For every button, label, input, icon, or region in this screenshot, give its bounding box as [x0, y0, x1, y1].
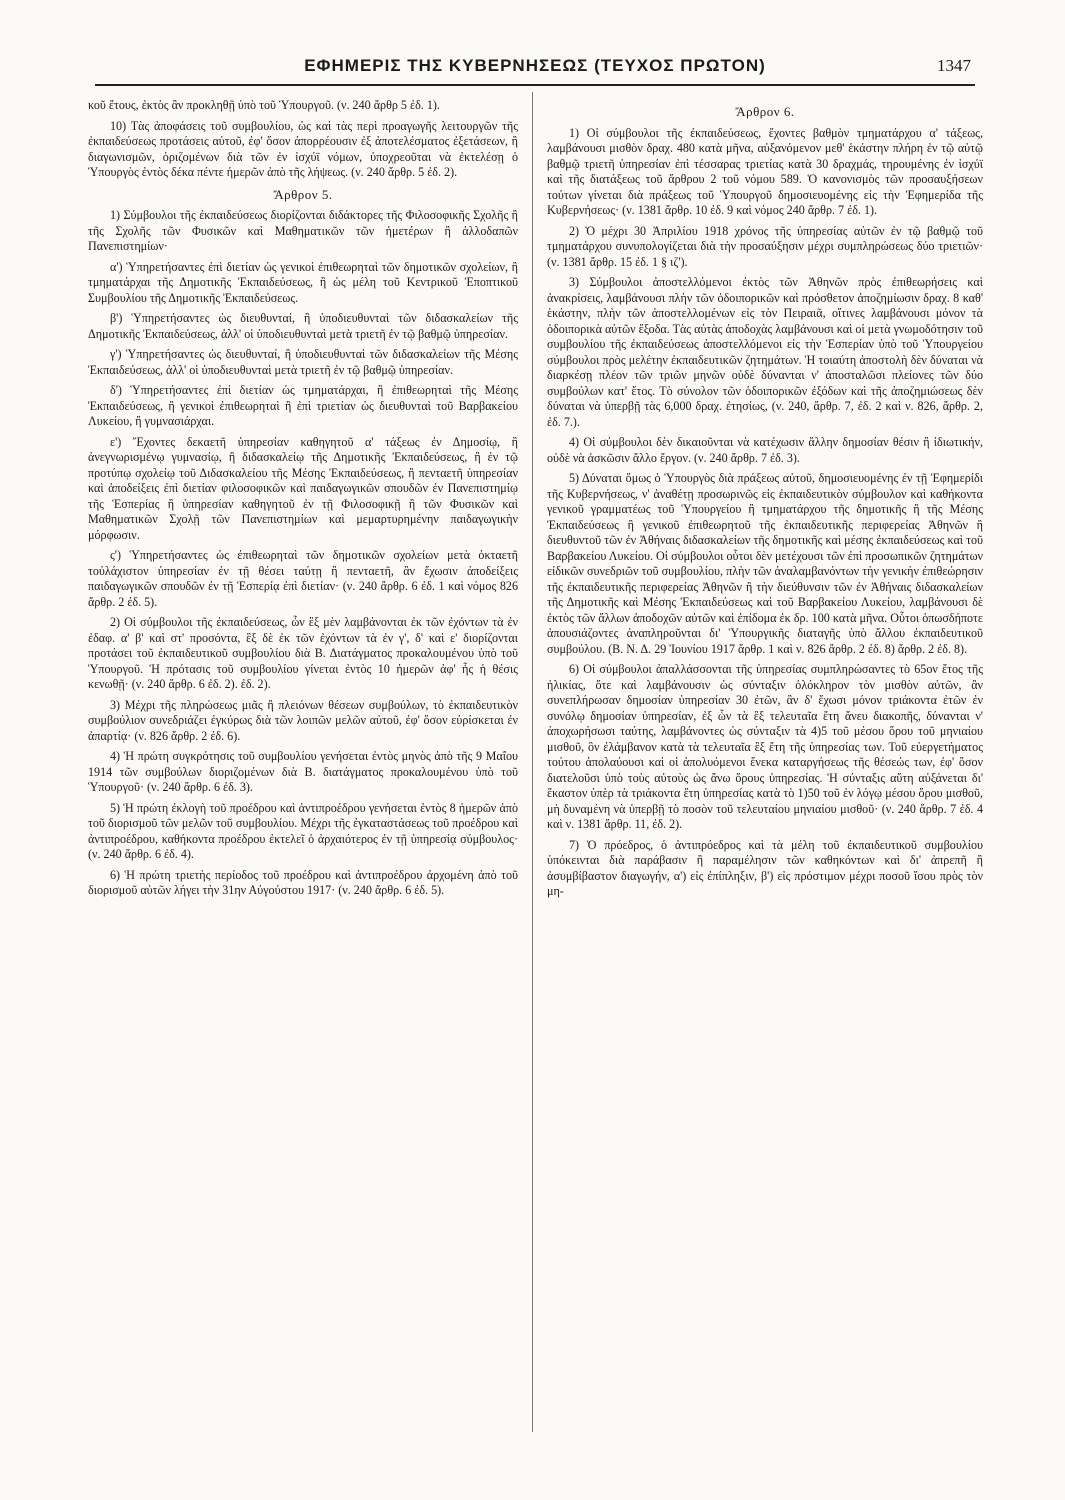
- paragraph-10: 10) Τὰς ἀποφάσεις τοῦ συμβουλίου, ὡς καὶ τὰς περὶ προαγωγῆς λειτουργῶν τῆς ἐκπαιδεύσεως προτάσεις αὐτοῦ, ἐφ' ὅσον ἀπορρέουσιν ἐξ ἀποτελέσματος ἐξετάσεων, ἢ διαγωνισμῶν, ὁριζομένων διὰ τῶν ἐν ἰσχύϊ νόμων, ὑποχρεοῦται νὰ ἐκτελέσῃ ὁ Ὑπουργὸς ἐντὸς δέκα πέντε ἡμερῶν ἀπὸ τῆς λήψεως. (ν. 240 ἄρθρ. 5 ἐδ. 2).: [88, 118, 518, 179]
- article-5-paragraph-1: 1) Σύμβουλοι τῆς ἐκπαιδεύσεως διορίζονται διδάκτορες τῆς Φιλοσοφικῆς Σχολῆς ἢ τῆς Σχολῆς τῶν Φυσικῶν καὶ Μαθηματικῶν τῶν ἡμετέρων ἢ ἀλλοδαπῶν Πανεπιστημίων·: [88, 208, 518, 253]
- page-number: 1347: [937, 56, 971, 75]
- article-5-item-a: α') Ὑπηρετήσαντες ἐπὶ διετίαν ὡς γενικοὶ ἐπιθεωρηταὶ τῶν δημοτικῶν σχολείων, ἢ τμηματάρχαι τῆς Δημοτικῆς Ἐκπαιδεύσεως, ἢ ὡς μέλη τοῦ Κεντρικοῦ Ἐποπτικοῦ Συμβουλίου τῆς Δημοτικῆς Ἐκπαιδεύσεως.: [88, 259, 518, 305]
- article-6-paragraph-3: 3) Σύμβουλοι ἀποστελλόμενοι ἐκτὸς τῶν Ἀθηνῶν πρὸς ἐπιθεωρήσεις καὶ ἀνακρίσεις, λαμβάνουσι πλὴν τῶν ὁδοιπορικῶν καὶ πρόσθετον ἀποζημίωσιν δραχ. 8 καθ' ἑκάστην, πλὴν τῶν ἀποστελλομένων εἰς τὸν Πειραιᾶ, οἵτινες λαμβάνουσι μόνον τὰ ὁδοιπορικὰ αὐτῶν ἔξοδα. Τὰς αὐτὰς ἀποδοχὰς λαμβάνουσι καὶ οἱ μετὰ γνωμοδότησιν τοῦ συμβουλίου τῆς ἐκπαιδεύσεως ἀποστελλόμενοι εἰς τὴν Ἑσπερίαν ὑπὸ τοῦ Ὑπουργείου σύμβουλοι πρὸς μελέτην ἐκπαιδευτικῶν ζητημάτων. Ἡ τοιαύτη ἀποστολὴ δὲν δύναται νὰ διαρκέσῃ πλέον τῶν τριῶν μηνῶν οὐδὲ δύνανται ν' ἀποσταλῶσι πλείονες τῶν δύο συμβούλων κατ' ἔτος. Τὸ σύνολον τῶν ὁδοιπορικῶν ἐξόδων καὶ τῆς ἀποζημιώσεως δὲν δύναται νὰ ὑπερβῇ τὰς 6,000 δραχ. ἐτησίως, (ν. 240, ἄρθρ. 7, ἐδ. 2 καὶ ν. 826, ἄρθρ. 2, ἐδ. 7.).: [547, 275, 983, 429]
- article-5-item-b: β') Ὑπηρετήσαντες ὡς διευθυνταί, ἢ ὑποδιευθυνταὶ τῶν διδασκαλείων τῆς Δημοτικῆς Ἐκπαιδεύσεως, ἀλλ' οἱ ὑποδιευθυνταὶ μετὰ τριετῆ ἐν τῷ βαθμῷ ὑπηρεσίαν.: [88, 311, 518, 341]
- article-6-paragraph-7: 7) Ὁ πρόεδρος, ὁ ἀντιπρόεδρος καὶ τὰ μέλη τοῦ ἐκπαιδευτικοῦ συμβουλίου ὑπόκεινται διὰ παράβασιν ἢ παραμέλησιν τῶν καθηκόντων καὶ δι' ἀπρεπῆ ἢ ἀσυμβίβαστον διαγωγήν, α') εἰς ἐπίπληξιν, β') εἰς πρόστιμον μέχρι ποσοῦ ἴσου πρὸς τὸν μη-: [547, 837, 983, 898]
- article-6-paragraph-2: 2) Ὁ μέχρι 30 Ἀπριλίου 1918 χρόνος τῆς ὑπηρεσίας αὐτῶν ἐν τῷ βαθμῷ τοῦ τμηματάρχου συνυπολογίζεται διὰ τὴν προσαύξησιν μέχρι συμπληρώσεως δύο τριετιῶν· (ν. 1381 ἄρθρ. 15 ἐδ. 1 § ιζ').: [547, 223, 983, 269]
- article-5-paragraph-2: 2) Οἱ σύμβουλοι τῆς ἐκπαιδεύσεως, ὧν ἓξ μὲν λαμβάνονται ἐκ τῶν ἐχόντων τὰ ἐν ἐδαφ. α' β' καὶ στ' προσόντα, ἓξ δὲ ἐκ τῶν ἐχόντων τὰ ἐν γ', δ' καὶ ε' διορίζονται προτάσει τοῦ ἐκπαιδευτικοῦ συμβουλίου διὰ Β. Διατάγματος προκαλουμένου ὑπὸ τοῦ Ὑπουργοῦ. Ἡ πρότασις τοῦ συμβουλίου γίνεται ἐντὸς 10 ἡμερῶν ἀφ' ἧς ἡ θέσις κενωθῇ· (ν. 240 ἄρθρ. 6 ἐδ. 2). ἐδ. 2).: [88, 615, 518, 691]
- article-6-paragraph-6: 6) Οἱ σύμβουλοι ἀπαλλάσσονται τῆς ὑπηρεσίας συμπληρώσαντες τὸ 65ον ἔτος τῆς ἡλικίας, ὅτε καὶ λαμβάνουσιν ὡς σύνταξιν ὁλόκληρον τὸν μισθὸν αὐτῶν, ἂν συνεπλήρωσαν δημοσίαν ὑπηρεσίαν 30 ἐτῶν, ἂν δ' ἔχωσι μόνον τριάκοντα ἐτῶν ἐν συνόλῳ δημοσίαν ὑπηρεσίαν, ἐξ ὧν τὰ ἓξ τελευταῖα ἔτη ἄνευ διακοπῆς, δύνανται ν' ἀποχωρήσωσι ταύτης, λαμβάνοντες ὡς σύνταξιν τὰ 4)5 τοῦ μέσου ὅρου τοῦ μηνιαίου μισθοῦ, ὃν ἐλάμβανον κατὰ τὰ τελευταῖα ἓξ ἔτη τῆς ὑπηρεσίας των. Τοῦ εὐεργετήματος τούτου ἀπολαύουσι καὶ οἱ ἀπολυόμενοι ἕνεκα καταργήσεως τῆς θέσεώς των, ἐφ' ὅσον διατελοῦσι ὑπὸ τοὺς αὐτοὺς ὡς ἄνω ὅρους ὑπηρεσίας. Ἡ σύνταξις αὕτη αὐξάνεται δι' ἕκαστον ὑπὲρ τὰ τριάκοντα ἔτη ὑπηρεσίας κατὰ τὸ 1)50 τοῦ ἐν λόγῳ μέσου ὅρου μισθοῦ, μὴ δυναμένη νὰ ὑπερβῇ τὸ ποσὸν τοῦ τελευταίου μηνιαίου μισθοῦ· (ν. 240 ἄρθρ. 7 ἐδ. 4 καὶ ν. 1381 ἄρθρ. 11, ἐδ. 2).: [547, 662, 983, 831]
- article-5-heading: Ἄρθρον 5.: [273, 186, 333, 202]
- gazette-title: ΕΦΗΜΕΡΙΣ ΤΗΣ ΚΥΒΕΡΝΗΣΕΩΣ (ΤΕΥΧΟΣ ΠΡΩΤΟΝ): [304, 56, 766, 75]
- article-6-heading: Ἄρθρον 6.: [735, 104, 795, 119]
- page-header: [95, 52, 975, 86]
- right-column: [547, 98, 983, 1428]
- article-6-paragraph-1: 1) Οἱ σύμβουλοι τῆς ἐκπαιδεύσεως, ἔχοντες βαθμὸν τμηματάρχου α' τάξεως, λαμβάνουσι μισθὸν δραχ. 480 κατὰ μῆνα, αὐξανόμενον μεθ' ἑκάστην πλήρη ἐν τῷ αὐτῷ βαθμῷ τριετῆ ὑπηρεσίαν ἐπὶ τέσσαρας τριετίας κατὰ 30 δραχμάς, τηρουμένης ἐν ἰσχύϊ καὶ τῆς διατάξεως τοῦ ἄρθρου 2 τοῦ νόμου 589. Ὁ κανονισμὸς τῶν προσαυξήσεων τούτων γίνεται διὰ πράξεως τοῦ Ὑπουργοῦ δημοσιευομένης εἰς τὴν Ἐφημερίδα τῆς Κυβερνήσεως· (ν. 1381 ἄρθρ. 10 ἐδ. 9 καὶ νόμος 240 ἄρθρ. 7 ἐδ. 1).: [547, 125, 983, 217]
- article-5-paragraph-6: 6) Ἡ πρώτη τριετὴς περίοδος τοῦ προέδρου καὶ ἀντιπροέδρου ἀρχομένη ἀπὸ τοῦ διορισμοῦ αὐτῶν λήγει τὴν 31ην Αὐγούστου 1917· (ν. 240 ἄρθρ. 6 ἐδ. 5).: [88, 867, 518, 897]
- article-5-item-d: δ') Ὑπηρετήσαντες ἐπὶ διετίαν ὡς τμηματάρχαι, ἢ ἐπιθεωρηταὶ τῆς Μέσης Ἐκπαιδεύσεως, ἢ γενικοὶ ἐπιθεωρηταὶ ἢ ἐπὶ τριετίαν ὡς διευθυνταὶ τοῦ Βαρβακείου Λυκείου, ἢ γυμνασιάρχαι.: [88, 383, 518, 428]
- column-divider: [532, 92, 533, 1432]
- article-5-item-e: ε') Ἔχοντες δεκαετῆ ὑπηρεσίαν καθηγητοῦ α' τάξεως ἐν Δημοσίῳ, ἢ ἀνεγνωρισμένῳ γυμνασίῳ, ἢ διδασκαλείῳ τῆς Δημοτικῆς Ἐκπαιδεύσεως, ἢ ἐν τῷ προτύπῳ σχολείῳ τοῦ Διδασκαλείου τῆς Μέσης Ἐκπαιδεύσεως, ἢ πενταετῆ ὑπηρεσίαν καὶ ἀποδείξεις ἐπὶ διετίαν φιλοσοφικῶν καὶ παιδαγωγικῶν σπουδῶν ἐν Πανεπιστημίῳ τῆς Ἑσπερίας ἢ ὑπηρεσίαν καθηγητοῦ ἐν τῇ Φιλοσοφικῇ ἢ τῶν Φυσικῶν καὶ Μαθηματικῶν Σχολῇ τῶν Πανεπιστημίων καὶ μεμαρτυρημένην παιδαγωγικὴν μόρφωσιν.: [88, 434, 518, 542]
- article-6-paragraph-5: 5) Δύναται ὅμως ὁ Ὑπουργὸς διὰ πράξεως αὐτοῦ, δημοσιευομένης ἐν τῇ Ἐφημερίδι τῆς Κυβερνήσεως, ν' ἀναθέτῃ προσωρινῶς εἰς ἐκπαιδευτικὸν σύμβουλον καὶ καθήκοντα γενικοῦ γραμματέως τοῦ Ὑπουργείου ἢ τμηματάρχου τῆς δημοτικῆς ἢ τῆς Μέσης Ἐκπαιδεύσεως ἢ γενικοῦ ἐπιθεωρητοῦ τῆς ἐκπαιδευτικῆς περιφερείας Ἀθηνῶν ἢ διευθυντοῦ τῶν ἐν Ἀθήναις διδασκαλείων τῆς δημοτικῆς καὶ μέσης ἐκπαιδεύσεως καὶ τοῦ Βαρβακείου Λυκείου. Οἱ σύμβουλοι οὗτοι δὲν μετέχουσι τῶν ἐπὶ προσωπικῶν ζητημάτων εἰδικῶν συνεδριῶν τοῦ συμβουλίου, πλὴν τῶν ἀναλαμβανόντων τὴν γενικὴν ἐπιθεώρησιν τῆς ἐκπαιδευτικῆς περιφερείας Ἀθηνῶν ἢ τὴν διεύθυνσιν τῶν ἐν Ἀθήναις διδασκαλείων τῆς Δημοτικῆς καὶ Μέσης Ἐκπαιδεύσεως καὶ τοῦ Βαρβακείου Λυκείου, λαμβάνουσι δὲ ἐκτὸς τῶν ἄλλων ἀποδοχῶν αὐτῶν καὶ ἐπίδομα ἐκ δρ. 100 κατὰ μῆνα. Οὗτοι ὁπωσδήποτε ἀπουσιάζοντες ἀναπληροῦνται δι' Ὑπουργικῆς διαταγῆς ὑπὸ ἄλλου ἐκπαιδευτικοῦ συμβούλου. (Β. Ν. Δ. 29 Ἰουνίου 1917 ἄρθρ. 1 καὶ ν. 826 ἄρθρ. 2 ἐδ. 8) ἄρθρ. 2 ἐδ. 8).: [547, 471, 983, 656]
- article-6-paragraph-4: 4) Οἱ σύμβουλοι δὲν δικαιοῦνται νὰ κατέχωσιν ἄλλην δημοσίαν θέσιν ἢ ἰδιωτικήν, οὐδὲ νὰ ἀσκῶσιν ἄλλο ἔργον. (ν. 240 ἄρθρ. 7 ἐδ. 3).: [547, 435, 983, 465]
- article-5-item-c: γ') Ὑπηρετήσαντες ὡς διευθυνταί, ἢ ὑποδιευθυνταὶ τῶν διδασκαλείων τῆς Μέσης Ἐκπαιδεύσεως, ἀλλ' οἱ ὑποδιευθυνταὶ μετὰ τριετῆ ἐν τῷ βαθμῷ ὑπηρεσίαν.: [88, 347, 518, 377]
- left-column: [88, 98, 518, 1428]
- article-5-item-f: ς') Ὑπηρετήσαντες ὡς ἐπιθεωρηταὶ τῶν δημοτικῶν σχολείων μετὰ ὀκταετῆ τοὐλάχιστον ὑπηρεσίαν ἐν τῇ θέσει ταύτῃ ἢ πενταετῆ, ἂν ἔχωσιν ἀποδείξεις παιδαγωγικῶν σπουδῶν ἐν τῇ Ἑσπερίᾳ ἐπὶ διετίαν· (ν. 240 ἄρθρ. 6 ἐδ. 1 καὶ νόμος 826 ἄρθρ. 2 ἐδ. 5).: [88, 548, 518, 609]
- article-5-paragraph-4: 4) Ἡ πρώτη συγκρότησις τοῦ συμβουλίου γενήσεται ἐντὸς μηνὸς ἀπὸ τῆς 9 Μαΐου 1914 τῶν συμβούλων διοριζομένων διὰ Β. διατάγματος προκαλουμένου ὑπὸ τοῦ Ὑπουργοῦ· (ν. 240 ἄρθρ. 6 ἐδ. 3).: [88, 749, 518, 794]
- article-5-paragraph-3: 3) Μέχρι τῆς πληρώσεως μιᾶς ἢ πλειόνων θέσεων συμβούλων, τὸ ἐκπαιδευτικὸν συμβούλιον συνεδριάζει ἐγκύρως διὰ τῶν λοιπῶν μελῶν αὐτοῦ, ἐφ' ὅσον εὑρίσκεται ἐν ἀπαρτίᾳ· (ν. 826 ἄρθρ. 2 ἐδ. 6).: [88, 697, 518, 743]
- article-5-paragraph-5: 5) Ἡ πρώτη ἐκλογὴ τοῦ προέδρου καὶ ἀντιπροέδρου γενήσεται ἐντὸς 8 ἡμερῶν ἀπὸ τοῦ διορισμοῦ τῶν μελῶν τοῦ συμβουλίου. Μέχρι τῆς ἐγκαταστάσεως τοῦ προέδρου καὶ ἀντιπροέδρου, καθήκοντα προέδρου ἐκτελεῖ ὁ ἀρχαιότερος ἐν τῇ ὑπηρεσίᾳ σύμβουλος· (ν. 240 ἄρθρ. 6 ἐδ. 4).: [88, 800, 518, 861]
- intro-paragraph: κοῦ ἔτους, ἐκτὸς ἂν προκληθῇ ὑπὸ τοῦ Ὑπουργοῦ. (ν. 240 ἄρθρ 5 ἐδ. 1).: [88, 98, 440, 112]
